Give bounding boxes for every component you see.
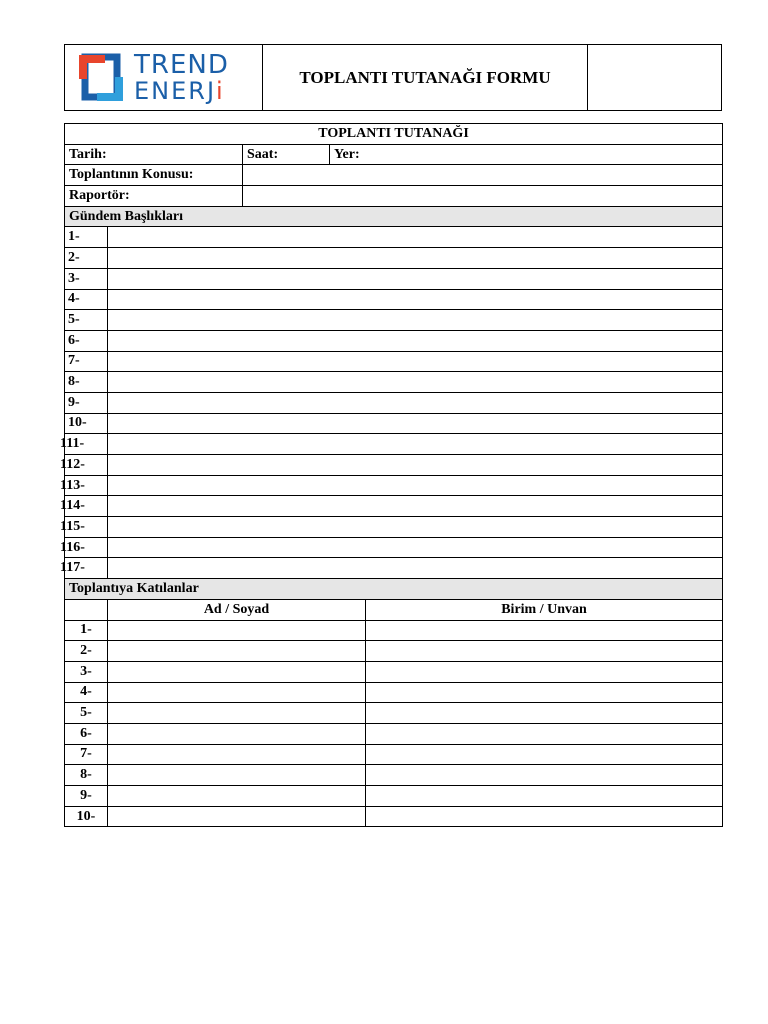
agenda-row-number: 112- — [65, 455, 108, 476]
logo-text-trend: TREND — [134, 50, 229, 80]
header-blank-cell — [588, 45, 721, 110]
time-label: Saat: — [243, 144, 330, 165]
participants-header-blank — [65, 599, 108, 620]
participant-unit-field[interactable] — [366, 723, 723, 744]
agenda-item-field[interactable] — [108, 227, 723, 248]
participant-name-field[interactable] — [108, 786, 366, 807]
place-label: Yer: — [330, 144, 723, 165]
participant-row-number: 1- — [65, 620, 108, 641]
agenda-item-field[interactable] — [108, 413, 723, 434]
agenda-row-number: 8- — [65, 372, 108, 393]
agenda-item-field[interactable] — [108, 455, 723, 476]
participant-name-field[interactable] — [108, 682, 366, 703]
participant-row-number: 7- — [65, 744, 108, 765]
participant-unit-field[interactable] — [366, 744, 723, 765]
participant-row-number: 4- — [65, 682, 108, 703]
agenda-row-number: 117- — [65, 558, 108, 579]
agenda-item-field[interactable] — [108, 351, 723, 372]
col-header-name: Ad / Soyad — [108, 599, 366, 620]
participant-row-number: 10- — [65, 806, 108, 827]
participant-unit-field[interactable] — [366, 620, 723, 641]
date-label: Tarih: — [65, 144, 243, 165]
participant-name-field[interactable] — [108, 744, 366, 765]
participant-row-number: 3- — [65, 661, 108, 682]
agenda-item-field[interactable] — [108, 289, 723, 310]
agenda-item-field[interactable] — [108, 372, 723, 393]
agenda-item-field[interactable] — [108, 330, 723, 351]
participant-name-field[interactable] — [108, 765, 366, 786]
subject-label: Toplantının Konusu: — [65, 165, 243, 186]
company-logo — [65, 45, 263, 110]
agenda-item-field[interactable] — [108, 268, 723, 289]
agenda-item-field[interactable] — [108, 392, 723, 413]
participant-row-number: 9- — [65, 786, 108, 807]
participant-row-number: 6- — [65, 723, 108, 744]
agenda-row-number: 5- — [65, 310, 108, 331]
form-header — [64, 44, 722, 111]
participant-name-field[interactable] — [108, 723, 366, 744]
agenda-row-number: 9- — [65, 392, 108, 413]
agenda-row-number: 2- — [65, 248, 108, 269]
reporter-label: Raportör: — [65, 186, 243, 207]
form-title: TOPLANTI TUTANAĞI FORMU — [263, 45, 588, 110]
agenda-row-number: 10- — [65, 413, 108, 434]
participant-row-number: 8- — [65, 765, 108, 786]
participant-unit-field[interactable] — [366, 641, 723, 662]
col-header-unit: Birim / Unvan — [366, 599, 723, 620]
agenda-row-number: 6- — [65, 330, 108, 351]
participant-unit-field[interactable] — [366, 786, 723, 807]
reporter-field[interactable] — [243, 186, 723, 207]
agenda-item-field[interactable] — [108, 496, 723, 517]
participant-unit-field[interactable] — [366, 661, 723, 682]
participant-name-field[interactable] — [108, 620, 366, 641]
participants-section-title: Toplantıya Katılanlar — [65, 579, 723, 600]
participant-name-field[interactable] — [108, 806, 366, 827]
agenda-item-field[interactable] — [108, 248, 723, 269]
agenda-item-field[interactable] — [108, 537, 723, 558]
participant-unit-field[interactable] — [366, 806, 723, 827]
agenda-item-field[interactable] — [108, 475, 723, 496]
participant-unit-field[interactable] — [366, 682, 723, 703]
agenda-row-number: 4- — [65, 289, 108, 310]
participant-name-field[interactable] — [108, 703, 366, 724]
minutes-section-title: TOPLANTI TUTANAĞI — [65, 124, 723, 145]
agenda-item-field[interactable] — [108, 517, 723, 538]
agenda-row-number: 3- — [65, 268, 108, 289]
participant-unit-field[interactable] — [366, 765, 723, 786]
participant-row-number: 2- — [65, 641, 108, 662]
participant-name-field[interactable] — [108, 641, 366, 662]
participant-row-number: 5- — [65, 703, 108, 724]
agenda-row-number: 114- — [65, 496, 108, 517]
agenda-row-number: 1- — [65, 227, 108, 248]
participant-unit-field[interactable] — [366, 703, 723, 724]
agenda-item-field[interactable] — [108, 558, 723, 579]
meeting-minutes-table — [60, 123, 723, 827]
agenda-item-field[interactable] — [108, 434, 723, 455]
agenda-row-number: 111- — [65, 434, 108, 455]
participant-name-field[interactable] — [108, 661, 366, 682]
agenda-row-number: 115- — [65, 517, 108, 538]
agenda-item-field[interactable] — [108, 310, 723, 331]
agenda-row-number: 116- — [65, 537, 108, 558]
agenda-section-title: Gündem Başlıkları — [65, 206, 723, 227]
logo-text-enerji: ENERJi — [134, 77, 225, 105]
agenda-row-number: 7- — [65, 351, 108, 372]
subject-field[interactable] — [243, 165, 723, 186]
agenda-row-number: 113- — [65, 475, 108, 496]
logo-mark-icon — [71, 49, 131, 107]
